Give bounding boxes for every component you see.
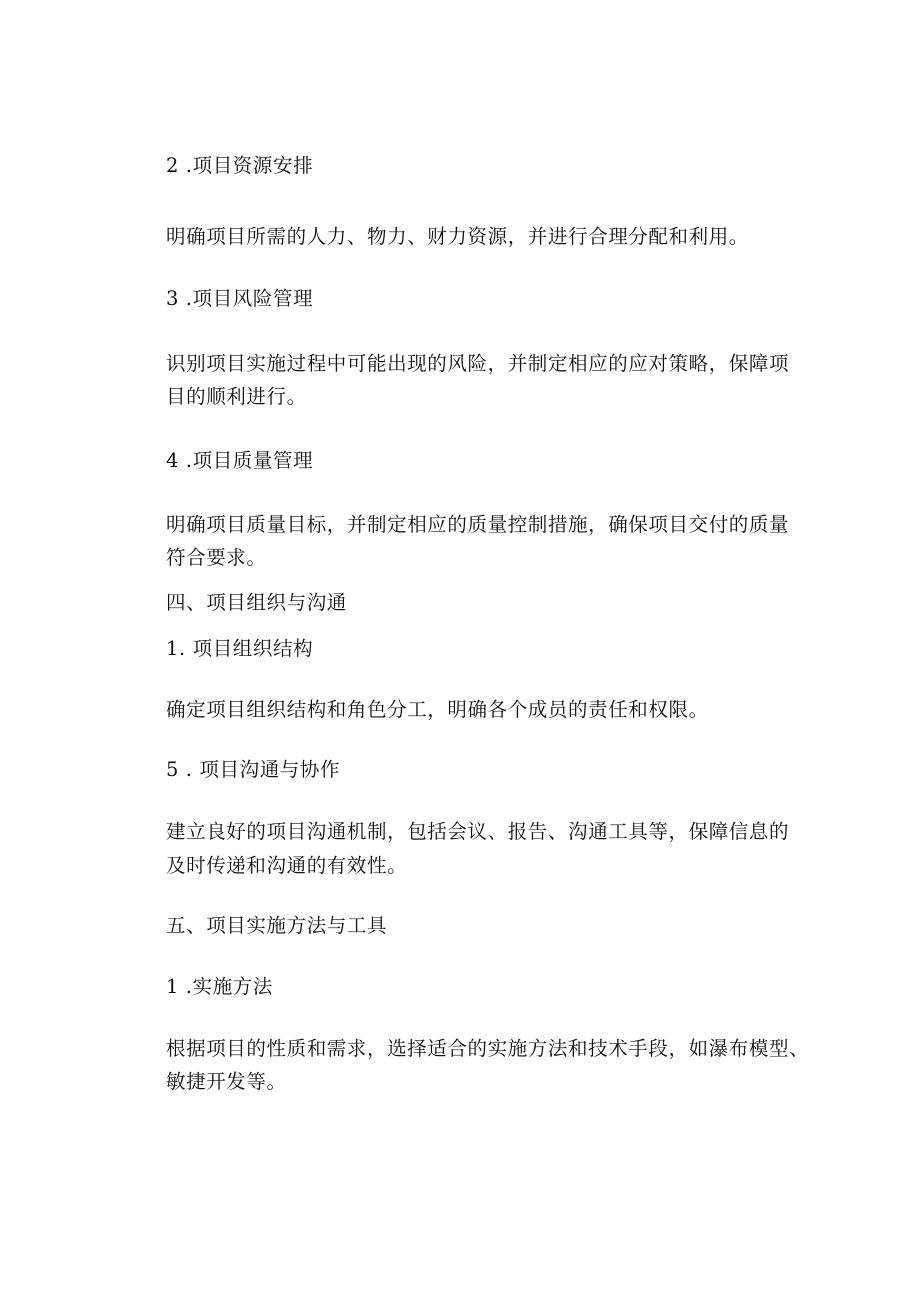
section-heading-method: 1 .实施方法 — [166, 975, 274, 998]
section-heading-communication: 5 . 项目沟通与协作 — [166, 758, 341, 781]
chapter-heading-organization: 四、项目组织与沟通 — [166, 591, 347, 614]
paragraph-quality-line-2: 符合要求。 — [166, 546, 267, 569]
section-heading-risk: 3 .项目风险管理 — [166, 287, 314, 310]
paragraph-communication-line-2: 及时传递和沟通的有效性。 — [166, 854, 408, 877]
paragraph-quality-line-1: 明确项目质量目标，并制定相应的质量控制措施，确保项目交付的质量 — [166, 513, 790, 536]
paragraph-risk-line-2: 目的顺利进行。 — [166, 385, 307, 408]
section-heading-resource: 2 .项目资源安排 — [166, 154, 314, 177]
paragraph-communication-line-1: 建立良好的项目沟通机制，包括会议、报告、沟通工具等，保障信息的 — [166, 820, 790, 843]
paragraph-method-line-1: 根据项目的性质和需求，选择适合的实施方法和技术手段，如瀑布模型、 — [166, 1037, 810, 1060]
paragraph-method-line-2: 敏捷开发等。 — [166, 1070, 287, 1093]
section-heading-structure: 1. 项目组织结构 — [166, 637, 314, 660]
paragraph-resource: 明确项目所需的人力、物力、财力资源，并进行合理分配和利用。 — [166, 225, 749, 248]
paragraph-risk-line-1: 识别项目实施过程中可能出现的风险，并制定相应的应对策略，保障项 — [166, 352, 790, 375]
paragraph-structure: 确定项目组织结构和角色分工，明确各个成员的责任和权限。 — [166, 698, 709, 721]
section-heading-quality: 4 .项目质量管理 — [166, 449, 314, 472]
chapter-heading-methods: 五、项目实施方法与工具 — [166, 914, 388, 937]
